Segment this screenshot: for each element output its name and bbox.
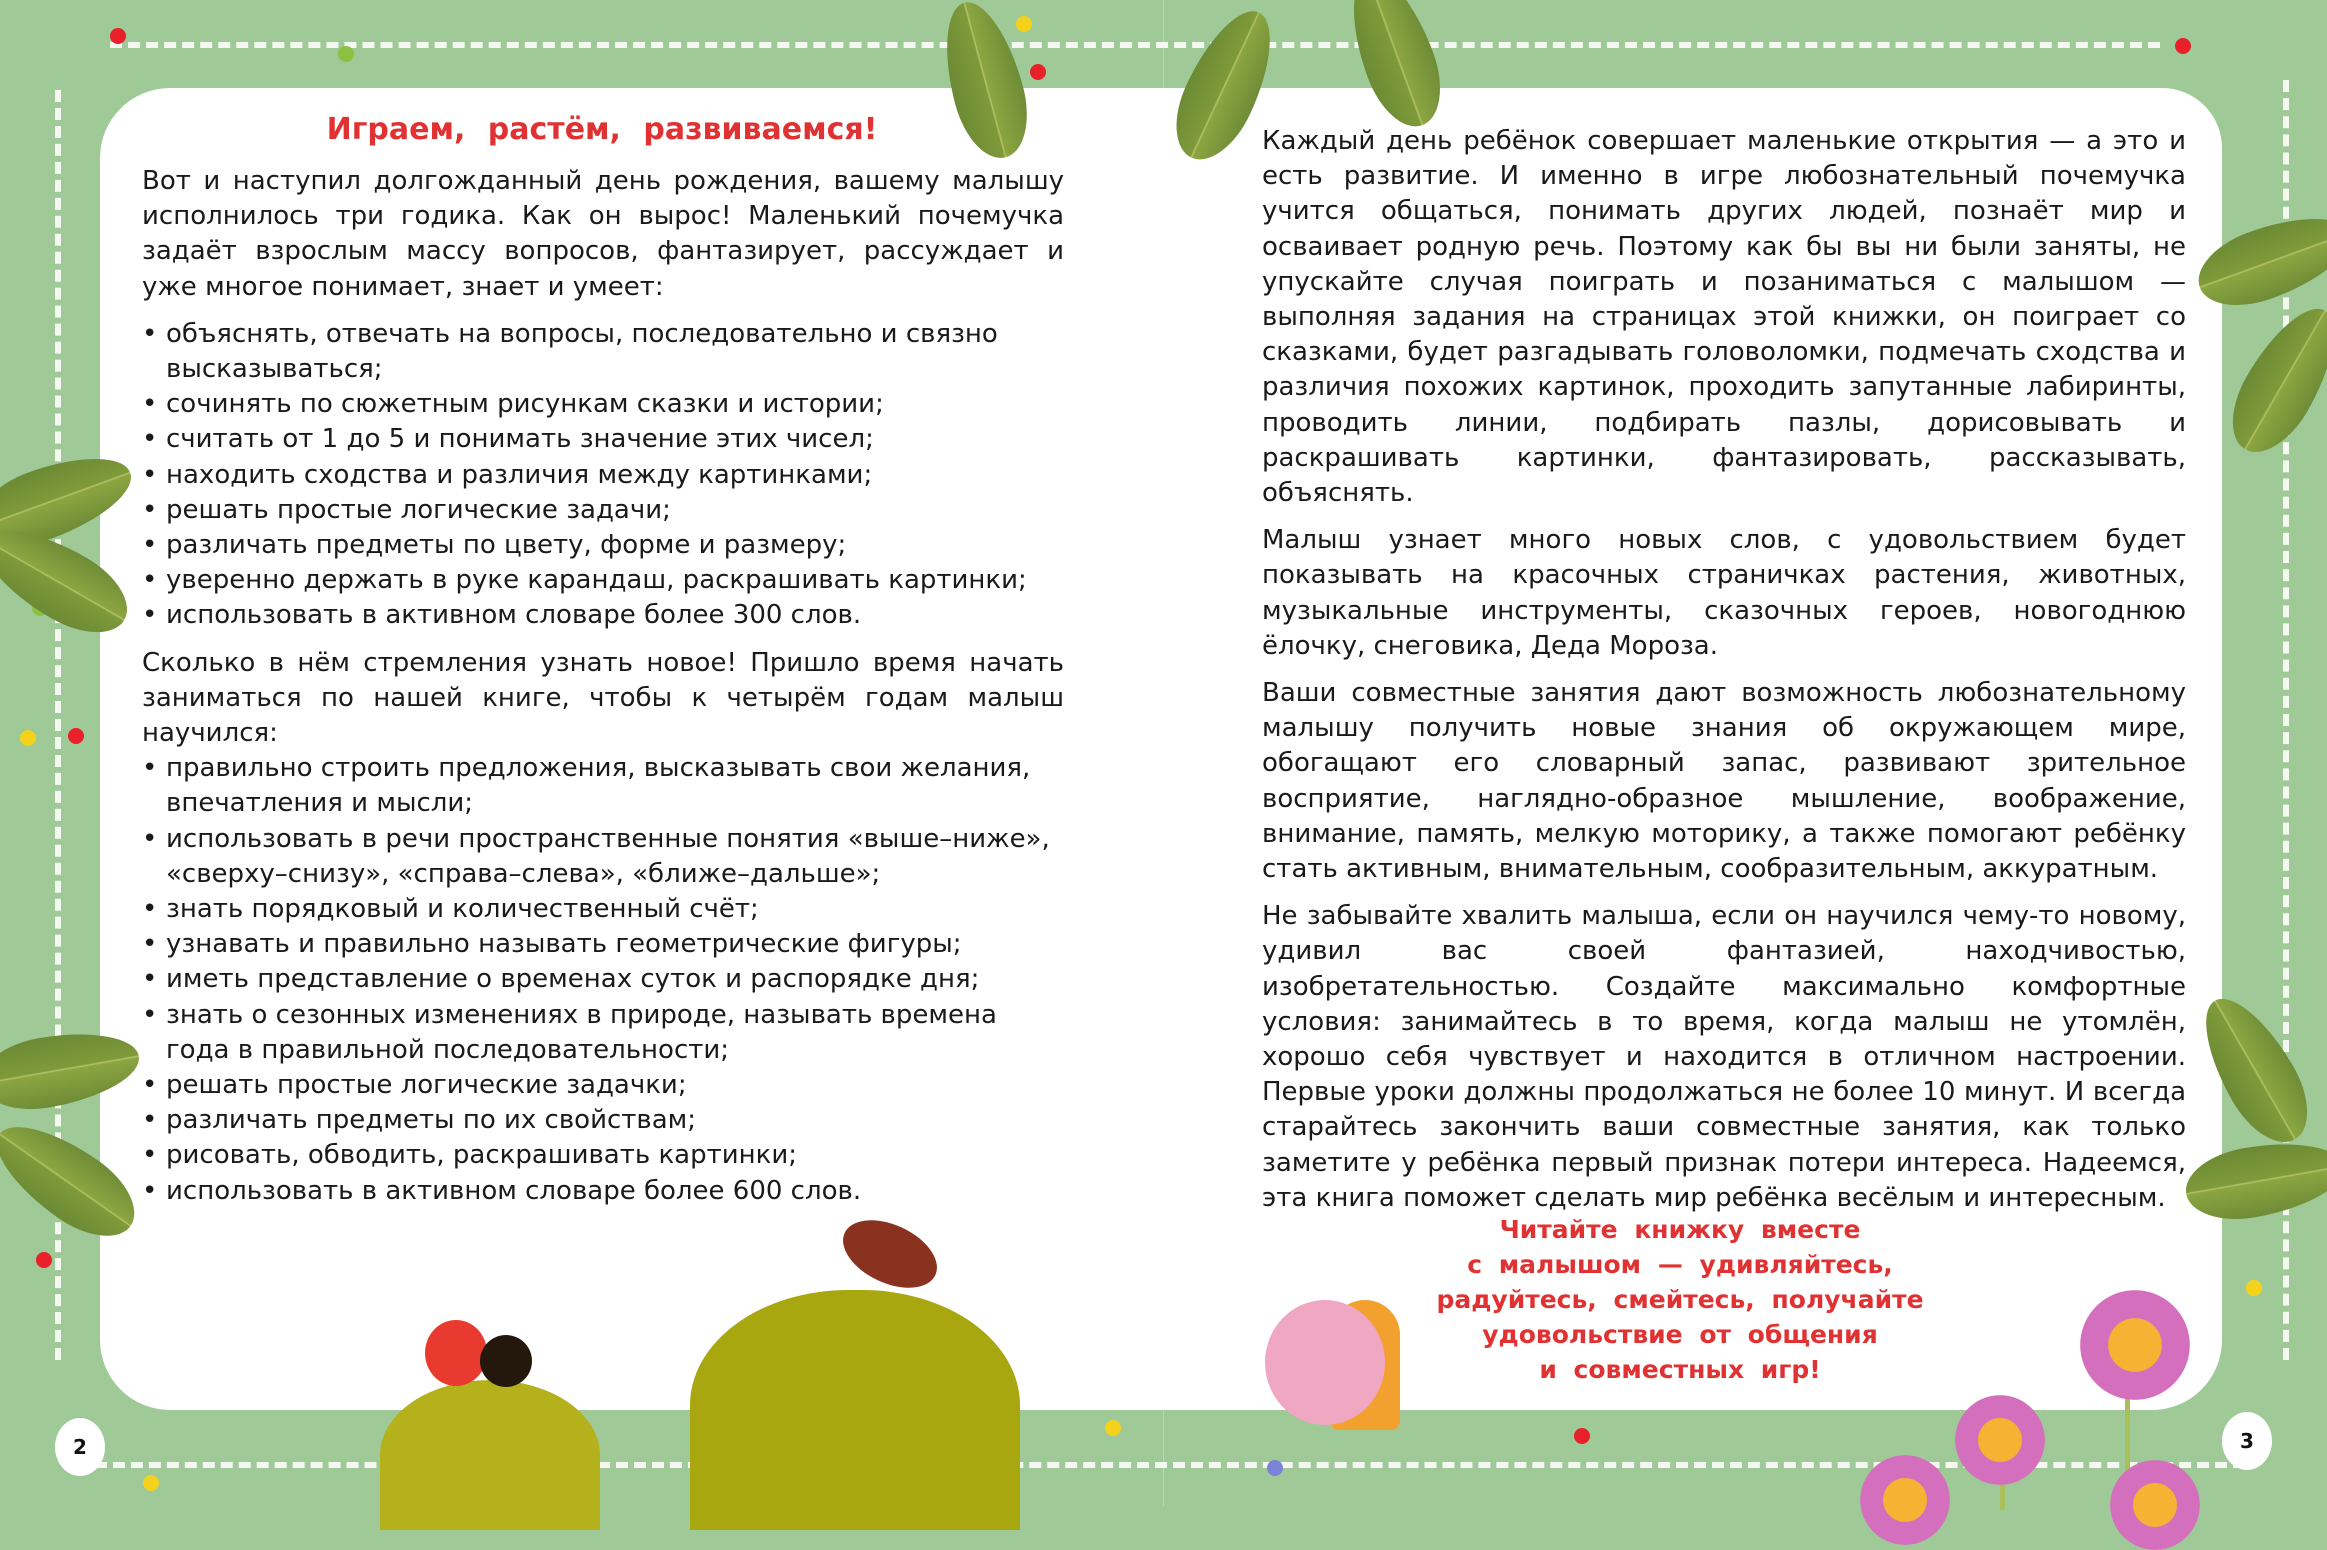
list-item: • решать простые логические задачи; bbox=[142, 493, 1064, 528]
yellow-dot bbox=[1016, 16, 1032, 32]
list-item: • использовать в активном словаре более 600 слов. bbox=[142, 1174, 1064, 1209]
page-number-left: 2 bbox=[55, 1418, 105, 1476]
flower-icon bbox=[2110, 1460, 2200, 1550]
yellow-dot bbox=[1105, 1420, 1121, 1436]
closing-line: удовольствие от общения bbox=[1482, 1320, 1878, 1349]
list-item: • рисовать, обводить, раскрашивать картинки; bbox=[142, 1138, 1064, 1173]
paragraph: Ваши совместные занятия дают возможность любознательному малышу получить новые знания об окружающем мире, обогащают его словарный запас, развивают зрительное восприятие, наглядно-образное мышление, воображение, внимание, память, мелкую моторику, а также помогают ребёнку стать активным, внимательным, сообразительным, аккуратным. bbox=[1262, 678, 2186, 885]
skills-goal-list bbox=[142, 751, 1064, 1209]
list-item: • объяснять, отвечать на вопросы, последовательно и связно высказываться; bbox=[142, 317, 1064, 387]
yellow-dot bbox=[20, 730, 36, 746]
paragraph: Не забывайте хвалить малыша, если он научился чему-то новому, удивил вас своей фантазией, находчивостью, изобретательностью. Создайте максимально комфортные условия: занимайтесь в то время, когда малыш не утомлён, хорошо себя чувствует и находится в отличном настроении. Первые уроки должны продолжаться не более 10 минут. И всегда старайтесь закончить ваши совместные занятия, как только заметите у ребёнка первый признак потери интереса. Надеемся, эта книга поможет сделать мир ребёнка весёлым и интересным. bbox=[1262, 901, 2186, 1213]
intro-paragraph: Вот и наступил долгожданный день рождения, вашему малышу исполнилось три годика. Как он вырос! Маленький почемучка задаёт взрослым массу вопросов, фантазирует, рассуждает и уже многое понимает, знает и умеет: bbox=[142, 166, 1064, 302]
red-dot bbox=[68, 728, 84, 744]
list-item: • использовать в речи пространственные понятия «выше–ниже», «сверху–снизу», «справа–слева», «ближе–дальше»; bbox=[142, 822, 1064, 892]
list-item: • знать о сезонных изменениях в природе, называть времена года в правильной последовательности; bbox=[142, 998, 1064, 1068]
flower-icon bbox=[1955, 1395, 2045, 1485]
page-number-right: 3 bbox=[2222, 1412, 2272, 1470]
red-dot bbox=[36, 1252, 52, 1268]
list-item: • сочинять по сюжетным рисункам сказки и истории; bbox=[142, 387, 1064, 422]
yellow-dot bbox=[2246, 1280, 2262, 1296]
closing-line: и совместных игр! bbox=[1539, 1355, 1821, 1384]
flower-icon bbox=[1860, 1455, 1950, 1545]
list-item: • находить сходства и различия между картинками; bbox=[142, 458, 1064, 493]
ladybug-head-icon bbox=[480, 1335, 532, 1387]
red-dot bbox=[1574, 1428, 1590, 1444]
paragraph: Малыш узнает много новых слов, с удовольствием будет показывать на красочных страничках растения, животных, музыкальные инструменты, сказочных героев, новогоднюю ёлочку, снеговика, Деда Мороза. bbox=[1262, 525, 2186, 661]
list-item: • знать порядковый и количественный счёт; bbox=[142, 892, 1064, 927]
green-dot bbox=[338, 46, 354, 62]
skills-now-list bbox=[142, 317, 1064, 634]
right-column bbox=[1262, 124, 2186, 1228]
page-title: Играем, растём, развиваемся! bbox=[326, 112, 878, 147]
closing-line: радуйтесь, смейтесь, получайте bbox=[1436, 1285, 1924, 1314]
left-column bbox=[142, 164, 1064, 1221]
dashed-border-top bbox=[110, 42, 2160, 48]
paragraph: Каждый день ребёнок совершает маленькие открытия — а это и есть развитие. И именно в игре любознательный почемучка учится общаться, понимать других людей, познаёт мир и осваивает родную речь. Поэтому как бы вы ни были заняты, не упускайте случая поиграть и позаниматься с малышом — выполняя задания на страницах этой книжки, он поиграет со сказками, будет разгадывать головоломки, подмечать сходства и различия похожих картинок, проходить запутанные лабиринты, проводить линии, подбирать пазлы, дорисовывать и раскрашивать картинки, фантазировать, рассказывать, объяснять. bbox=[1262, 126, 2186, 509]
list-item: • решать простые логические задачки; bbox=[142, 1068, 1064, 1103]
list-item: • правильно строить предложения, высказывать свои желания, впечатления и мысли; bbox=[142, 751, 1064, 821]
closing-line: с малышом — удивляйтесь, bbox=[1467, 1250, 1893, 1279]
closing-line: Читайте книжку вместе bbox=[1499, 1215, 1861, 1244]
flower-icon bbox=[2080, 1290, 2190, 1400]
list-item: • уверенно держать в руке карандаш, раскрашивать картинки; bbox=[142, 563, 1064, 598]
tree-illustration bbox=[690, 1290, 1020, 1530]
list-item: • различать предметы по цвету, форме и размеру; bbox=[142, 528, 1064, 563]
transition-paragraph: Сколько в нём стремления узнать новое! Пришло время начать заниматься по нашей книге, чтобы к четырём годам малыш научился: bbox=[142, 647, 1064, 749]
blue-dot bbox=[1267, 1460, 1283, 1476]
list-item: • считать от 1 до 5 и понимать значение этих чисел; bbox=[142, 422, 1064, 457]
list-item: • различать предметы по их свойствам; bbox=[142, 1103, 1064, 1138]
red-dot bbox=[1030, 64, 1046, 80]
closing-message bbox=[1430, 1212, 1930, 1387]
red-dot bbox=[2175, 38, 2191, 54]
snail-shell-icon bbox=[1265, 1300, 1385, 1425]
bush-illustration bbox=[380, 1380, 600, 1530]
red-dot bbox=[110, 28, 126, 44]
list-item: • иметь представление о временах суток и распорядке дня; bbox=[142, 962, 1064, 997]
yellow-dot bbox=[143, 1475, 159, 1491]
list-item: • использовать в активном словаре более 300 слов. bbox=[142, 598, 1064, 633]
ladybug-icon bbox=[425, 1320, 487, 1386]
leaf-icon bbox=[2215, 293, 2327, 467]
list-item: • узнавать и правильно называть геометрические фигуры; bbox=[142, 927, 1064, 962]
